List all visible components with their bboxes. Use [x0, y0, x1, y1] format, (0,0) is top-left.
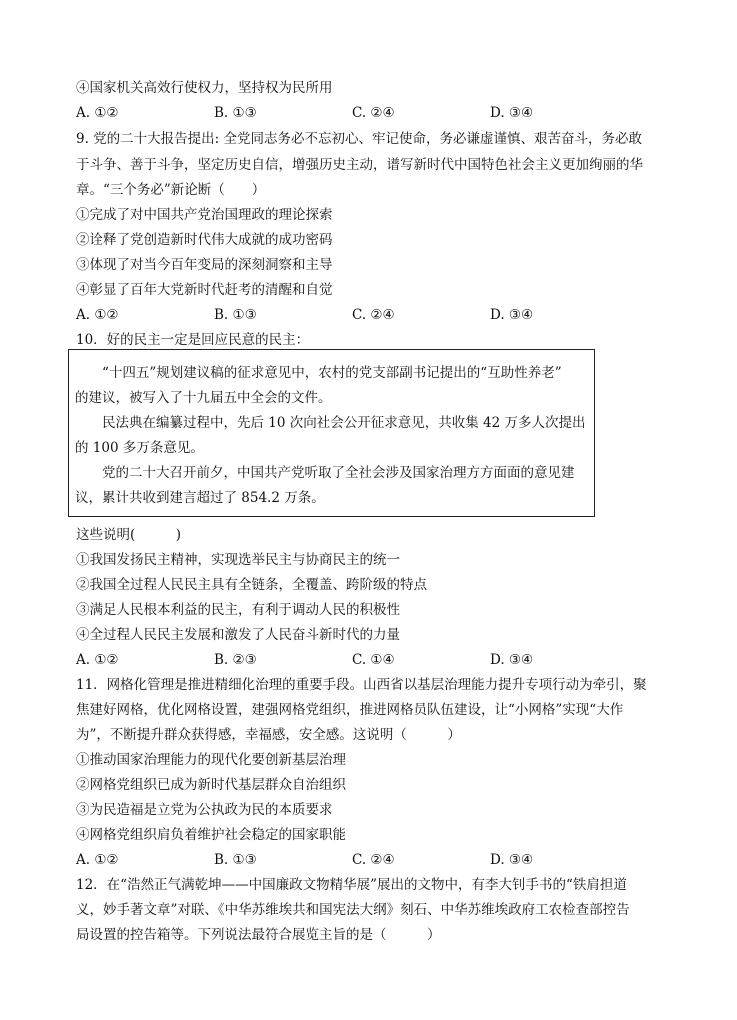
q10-question: 这些说明( )	[76, 527, 182, 543]
q10-item-3: ③满足人民根本利益的民主，有利于调动人民的积极性	[76, 602, 400, 618]
q12-stem-line-2: 义，妙手著文章”对联、《中华苏维埃共和国宪法大纲》刻石、中华苏维埃政府工农检查部控告	[76, 902, 630, 918]
option-a: A. ①②	[76, 307, 119, 323]
q9-item-4: ④彰显了百年大党新时代赶考的清醒和自觉	[76, 282, 333, 298]
q9-stem-line-1: 9. 党的二十大报告提出: 全党同志务必不忘初心、牢记使命，务必谦虚谨慎、艰苦奋斗，务必敢	[76, 131, 643, 147]
q10-stem: 10．好的民主一定是回应民意的民主：	[76, 332, 310, 348]
material-line-3: 民法典在编纂过程中，先后 10 次向社会公开征求意见，共收集 42 万多人次提出	[102, 415, 586, 431]
q11-stem-line-3: 为”，不断提升群众获得感，幸福感，安全感。这说明（ ）	[76, 727, 461, 743]
q9-stem-line-2: 于斗争、善于斗争，坚定历史自信，增强历史主动，谱写新时代中国特色社会主义更加绚丽的华	[76, 157, 643, 173]
option-c: C. ①④	[352, 652, 395, 668]
q10-item-4: ④全过程人民民主发展和激发了人民奋斗新时代的力量	[76, 627, 400, 643]
q9-stem-line-3: 章。“三个务必”新论断（ ）	[76, 182, 266, 198]
material-line-5: 党的二十大召开前夕，中国共产党听取了全社会涉及国家治理方方面面的意见建	[102, 465, 575, 481]
q8-options	[76, 104, 676, 122]
option-d: D. ③④	[490, 307, 534, 323]
option-b: B. ①③	[214, 307, 257, 323]
material-line-1: “十四五”规划建议稿的征求意见中，农村的党支部副书记提出的“互助性养老”	[102, 365, 562, 381]
material-line-6: 议，累计共收到建言超过了 854.2 万条。	[75, 490, 325, 506]
q8-item-4: ④国家机关高效行使权力，坚持权为民所用	[76, 80, 333, 96]
option-c: C. ②④	[352, 105, 395, 121]
q12-stem-line-1: 12．在“浩然正气满乾坤——中国廉政文物精华展”展出的文物中，有李大钊手书的“铁肩担道	[76, 877, 627, 893]
q9-options	[76, 306, 676, 324]
q12-stem-line-3: 局设置的控告箱等。下列说法最符合展览主旨的是（ ）	[76, 927, 441, 943]
option-c: C. ②④	[352, 852, 395, 868]
q10-options	[76, 651, 676, 669]
option-b: B. ①③	[214, 852, 257, 868]
option-a: A. ①②	[76, 852, 119, 868]
q11-item-1: ①推动国家治理能力的现代化要创新基层治理	[76, 752, 346, 768]
q11-item-3: ③为民造福是立党为公执政为民的本质要求	[76, 802, 333, 818]
material-line-4: 的 100 多万条意见。	[75, 440, 204, 456]
q9-item-2: ②诠释了党创造新时代伟大成就的成功密码	[76, 232, 333, 248]
option-b: B. ②③	[214, 652, 257, 668]
option-d: D. ③④	[490, 105, 534, 121]
q11-item-2: ②网格党组织已成为新时代基层群众自治组织	[76, 777, 346, 793]
option-c: C. ②④	[352, 307, 395, 323]
q10-material-box	[68, 349, 595, 517]
q10-item-1: ①我国发扬民主精神，实现选举民主与协商民主的统一	[76, 552, 400, 568]
q11-options	[76, 851, 676, 869]
option-b: B. ①③	[214, 105, 257, 121]
option-a: A. ①②	[76, 652, 119, 668]
q11-item-4: ④网格党组织肩负着维护社会稳定的国家职能	[76, 827, 346, 843]
material-line-2: 的建议，被写入了十九届五中全会的文件。	[75, 390, 332, 406]
q11-stem-line-2: 焦建好网格，优化网格设置，建强网格党组织，推进网格员队伍建设，让“小网格”实现“大作	[76, 702, 624, 718]
option-d: D. ③④	[490, 652, 534, 668]
q9-item-1: ①完成了对中国共产党治国理政的理论探索	[76, 207, 333, 223]
option-a: A. ①②	[76, 105, 119, 121]
option-d: D. ③④	[490, 852, 534, 868]
q9-item-3: ③体现了对当今百年变局的深刻洞察和主导	[76, 257, 333, 273]
q11-stem-line-1: 11．网格化管理是推进精细化治理的重要手段。山西省以基层治理能力提升专项行动为牵引，聚	[76, 677, 647, 693]
q10-item-2: ②我国全过程人民民主具有全链条，全覆盖、跨阶级的特点	[76, 577, 427, 593]
